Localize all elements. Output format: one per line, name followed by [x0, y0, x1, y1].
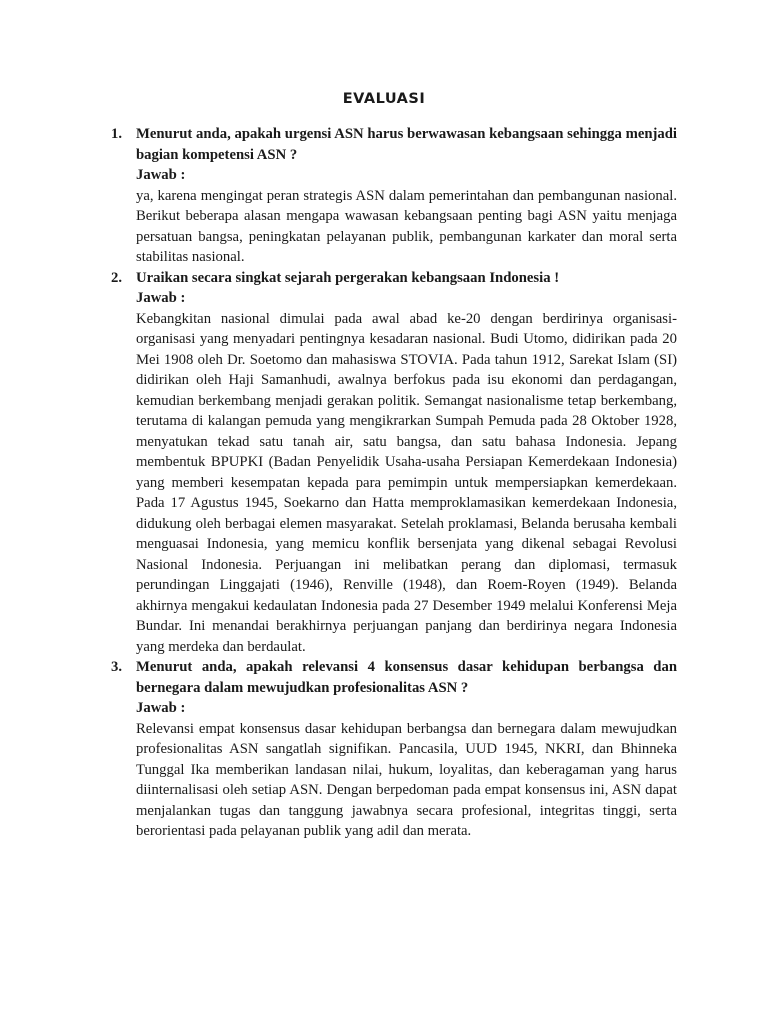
answer-text: Kebangkitan nasional dimulai pada awal abad ke-20 dengan berdirinya organisasi-organisasi yang menyadari pentingnya kesadaran nasional. Budi Utomo, didirikan pada 20 Mei 1908 oleh Dr. Soetomo dan mahasiswa STOVIA. Pada tahun 1912, Sarekat Islam (SI) didirikan oleh Haji Samanhudi, awalnya berfokus pada isu ekonomi dan perdagangan, kemudian berkembang menjadi gerakan politik. Semangat nasionalisme tetap berkembang, terutama di kalangan pemuda yang mengikrarkan Sumpah Pemuda pada 28 Oktober 1928, menyatukan tekad satu tanah air, satu bangsa, dan satu bahasa Indonesia. Jepang membentuk BPUPKI (Badan Penyelidik Usaha-usaha Persiapan Kemerdekaan Indonesia) yang memberi kesempatan kepada para pemimpin untuk mempersiapkan kemerdekaan. Pada 17 Agustus 1945, Soekarno dan Hatta memproklamasikan kemerdekaan Indonesia, didukung oleh berbagai elemen masyarakat. Setelah proklamasi, Belanda berusaha kembali menguasai Indonesia, yang memicu konflik bersenjata yang dikenal sebagai Revolusi Nasional Indonesia. Perjuangan ini melibatkan perang dan diplomasi, termasuk perundingan Linggajati (1946), Renville (1948), dan Roem-Royen (1949). Belanda akhirnya mengakui kedaulatan Indonesia pada 27 Desember 1949 melalui Konferensi Meja Bundar. Ini menandai berakhirnya perjuangan panjang dan berdirinya negara Indonesia yang merdeka dan berdaulat.: [136, 310, 677, 655]
evaluation-item-2: [111, 268, 677, 658]
answer-text: ya, karena mengingat peran strategis ASN dalam pemerintahan dan pembangunan nasional. Berikut beberapa alasan mengapa wawasan kebangsaan penting bagi ASN yaitu menjaga persatuan bangsa, peningkatan pelayanan publik, pembangunan karkater dan moral serta stabilitas nasional.: [136, 187, 677, 265]
evaluation-item-3: [111, 657, 677, 842]
evaluation-item-1: [111, 124, 677, 268]
answer-text: Relevansi empat konsensus dasar kehidupan berbangsa dan bernegara dalam mewujudkan profesionalitas ASN sangatlah signifikan. Pancasila, UUD 1945, NKRI, dan Bhinneka Tunggal Ika memberikan landasan nilai, hukum, loyalitas, dan keberagaman yang harus diinternalisasi oleh setiap ASN. Dengan berpedoman pada empat konsensus ini, ASN dapat menjalankan tugas dan tanggung jawabnya secara profesional, integritas tinggi, serta berorientasi pada pelayanan publik yang adil dan merata.: [136, 720, 677, 839]
answer-label: Jawab :: [136, 700, 186, 716]
question-text: Menurut anda, apakah relevansi 4 konsensus dasar kehidupan berbangsa dan bernegara dalam mewujudkan profesionalitas ASN ?: [136, 659, 677, 696]
item-number: 3.: [111, 659, 123, 675]
answer-label: Jawab :: [136, 290, 186, 306]
document-title: EVALUASI: [342, 91, 426, 107]
evaluation-list: [111, 124, 677, 842]
item-number: 1.: [111, 126, 123, 142]
question-text: Menurut anda, apakah urgensi ASN harus berwawasan kebangsaan sehingga menjadi bagian kompetensi ASN ?: [136, 126, 677, 163]
item-number: 2.: [111, 269, 123, 286]
answer-label: Jawab :: [136, 167, 186, 183]
question-text: Uraikan secara singkat sejarah pergerakan kebangsaan Indonesia !: [136, 269, 560, 286]
